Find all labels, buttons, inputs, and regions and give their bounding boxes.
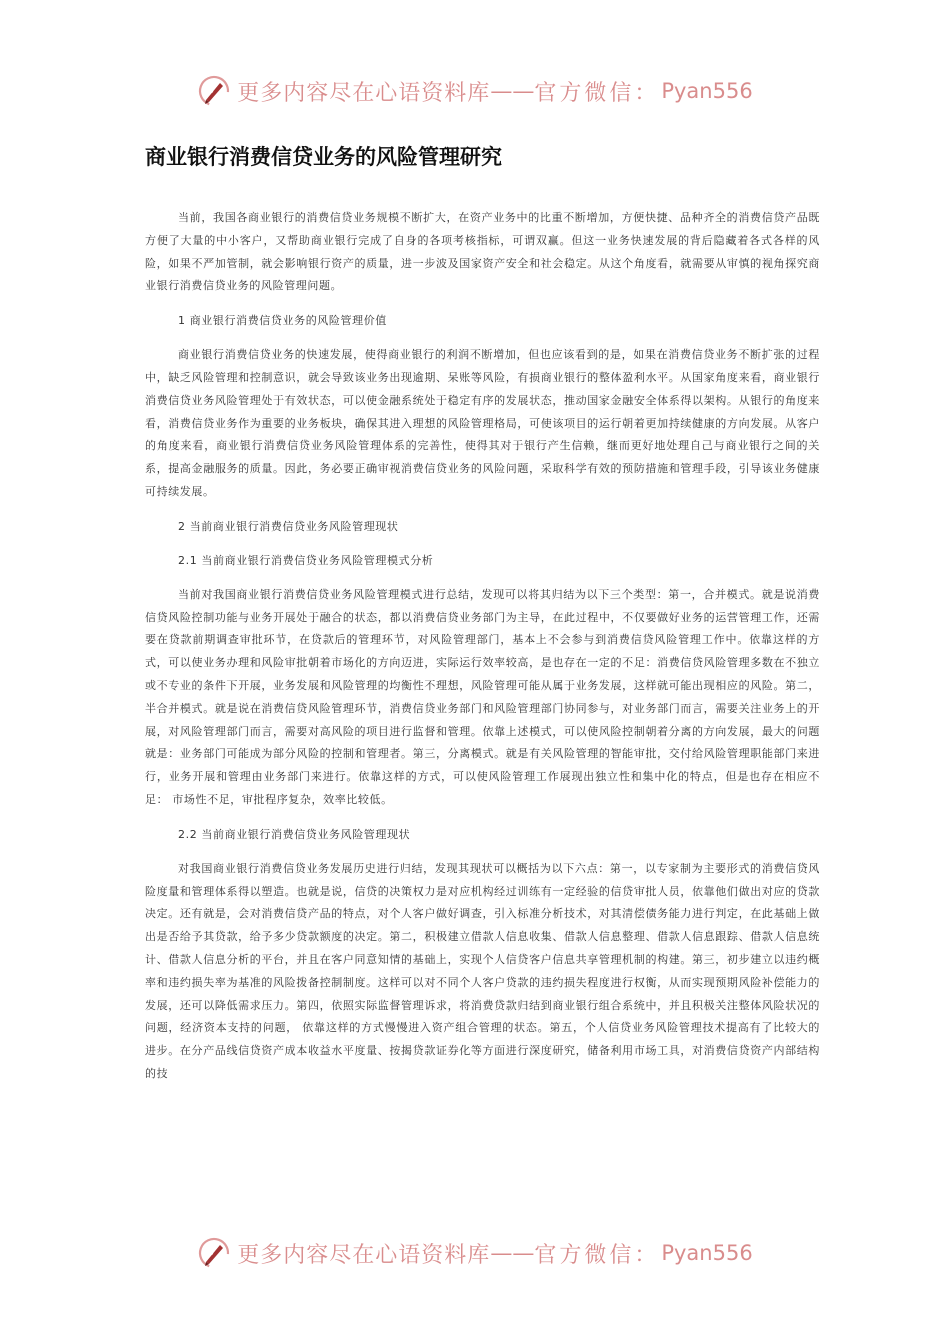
- footer-banner: [0, 1233, 950, 1273]
- banner-dash: ——: [490, 1240, 535, 1266]
- section-2-heading: 2 当前商业银行消费信贷业务风险管理现状: [178, 519, 399, 533]
- banner-dash: ——: [490, 78, 535, 104]
- document-title: 商业银行消费信贷业务的风险管理研究: [145, 145, 502, 169]
- section-2-2-paragraph: 对我国商业银行消费信贷业务发展历史进行归结，发现其现状可以概括为以下六点：第一，以专家制为主要形式的消费信贷风险度量和管理体系得以塑造。也就是说，信贷的决策权力是对应机构经过训练有一定经验的信贷审批人员，依靠他们做出对应的贷款决定。还有就是，会对消费信贷产品的特点，对个人客户做好调查，引入标准分析技术，对其清偿债务能力进行判定，在此基础上做出是否给予其贷款，给予多少贷款额度的决定。第二，积极建立借款人信息收集、借款人信息整理、借款人信息跟踪、借款人信息统计、借款人信息分析的平台，并且在客户同意知情的基础上，实现个人信贷客户信息共享管理机制的构建。第三，初步建立以违约概率和违约损失率为基准的风险拨备控制制度。这样可以对不同个人客户贷款的违约损失程度进行权衡，从而实现预期风险补偿能力的发展，还可以降低需求压力。第四，依照实际监督管理诉求，将消费贷款归结到商业银行组合系统中，并且积极关注整体风险状况的问题，经济资本支持的问题， 依靠这样的方式慢慢进入资产组合管理的状态。第五，个人信贷业务风险管理技术提高有了比较大的进步。在分产品线信贷资产成本收益水平度量、按揭贷款证券化等方面进行深度研究，储备利用市场工具，对消费信贷资产内部结构的技: [145, 861, 820, 1080]
- section-2-1-paragraph: 当前对我国商业银行消费信贷业务风险管理模式进行总结，发现可以将其归结为以下三个类型：第一，合并模式。就是说消费信贷风险控制功能与业务开展处于融合的状态，都以消费信贷业务部门为主导，在此过程中，不仅要做好业务的运营管理工作，还需要在贷款前期调查审批环节，在贷款后的管理环节，对风险管理部门，基本上不会参与到消费信贷风险管理工作中。依靠这样的方式，可以使业务办理和风险审批朝着市场化的方向迈进，实际运行效率较高，是也存在一定的不足：消费信贷风险管理多数在不独立或不专业的条件下开展，业务发展和风险管理的均衡性不理想，风险管理可能从属于业务发展，这样就可能出现相应的风险。第二，半合并模式。就是说在消费信贷风险管理环节，消费信贷业务部门和风险管理部门协同参与，对业务部门而言，需要关注业务上的开展，对风险管理部门而言，需要对高风险的项目进行监督和管理。依靠上述模式，可以使风险控制朝着分离的方向发展，最大的问题就是：业务部门可能成为部分风险的控制和管理者。第三，分离模式。就是有关风险管理的智能审批，交付给风险管理职能部门来进行，业务开展和管理由业务部门来进行。依靠这样的方式，可以使风险管理工作展现出独立性和集中化的特点，但是也存在相应不足： 市场性不足，审批程序复杂，效率比较低。: [145, 587, 820, 806]
- banner-text: 更多内容尽在心语资料库: [237, 1242, 491, 1268]
- document-body: [145, 207, 820, 1098]
- section-1-paragraph: 商业银行消费信贷业务的快速发展，使得商业银行的利润不断增加，但也应该看到的是，如果在消费信贷业务不断扩张的过程中，缺乏风险管理和控制意识，就会导致该业务出现逾期、呆账等风险，有损商业银行的整体盈利水平。从国家角度来看，商业银行消费信贷业务风险管理处于有效状态，可以使金融系统处于稳定有序的发展状态，推动国家金融安全体系得以架构。从银行的角度来看，消费信贷业务作为重要的业务板块，确保其进入理想的风险管理格局，可使该项目的运行朝着更加持续健康的方向发展。从客户的角度来看，商业银行消费信贷业务风险管理体系的完善性，使得其对于银行产生信赖，继而更好地处理自己与商业银行之间的关系，提高金融服务的质量。因此，务必要正确审视消费信贷业务的风险问题，采取科学有效的预防措施和管理手段，引导该业务健康可持续发展。: [145, 348, 820, 498]
- banner-suffix: 官方微信：: [534, 1242, 660, 1268]
- pen-logo-icon: [197, 74, 231, 108]
- banner-suffix: 官方微信：: [534, 80, 660, 106]
- pen-logo-icon: [197, 1236, 231, 1270]
- section-2-1-heading: 2.1 当前商业银行消费信贷业务风险管理模式分析: [178, 553, 434, 567]
- section-2-2-heading: 2.2 当前商业银行消费信贷业务风险管理现状: [178, 827, 411, 841]
- banner-wechat-id: Pyan556: [661, 79, 753, 103]
- banner-wechat-id: Pyan556: [661, 1241, 753, 1265]
- section-1-heading: 1 商业银行消费信贷业务的风险管理价值: [178, 314, 387, 328]
- header-banner: [0, 71, 950, 111]
- intro-paragraph: 当前，我国各商业银行的消费信贷业务规模不断扩大，在资产业务中的比重不断增加，方便快捷、品种齐全的消费信贷产品既方便了大量的中小客户，又帮助商业银行完成了自身的各项考核指标，可谓双赢。但这一业务快速发展的背后隐藏着各式各样的风险，如果不严加管制，就会影响银行资产的质量，进一步波及国家资产安全和社会稳定。从这个角度看，就需要从审慎的视角探究商业银行消费信贷业务的风险管理问题。: [145, 211, 820, 293]
- banner-text: 更多内容尽在心语资料库: [237, 80, 491, 106]
